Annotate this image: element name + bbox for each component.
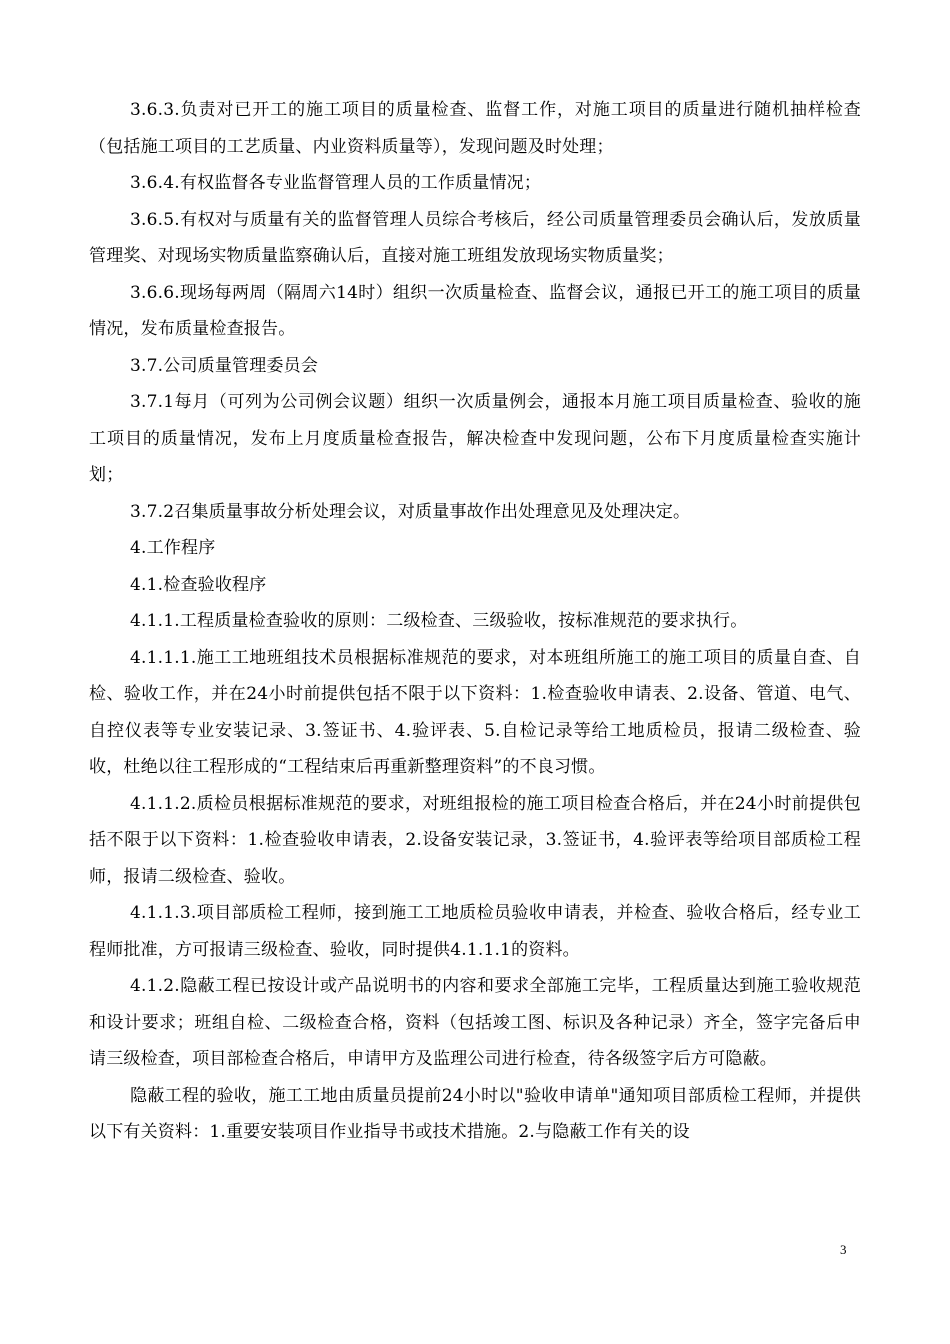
paragraph-4-1-1-2: 4.1.1.2.质检员根据标准规范的要求，对班组报检的施工项目检查合格后，并在24小时前提供包括不限于以下资料：1.检查验收申请表，2.设备安装记录，3.签证书，4.验评表等给项目部质检工程师，报请二级检查、验收。 (89, 793, 861, 887)
paragraph-hidden-works-acceptance: 隐蔽工程的验收，施工工地由质量员提前24小时以"验收申请单"通知项目部质检工程师，并提供以下有关资料：1.重要安装项目作业指导书或技术措施。2.与隐蔽工作有关的设 (89, 1085, 861, 1142)
paragraph-4-1-1-3: 4.1.1.3.项目部质检工程师，接到施工工地质检员验收申请表，并检查、验收合格后，经专业工程师批准，方可报请三级检查、验收，同时提供4.1.1.1的资料。 (89, 903, 861, 960)
paragraph-3-6-4: 3.6.4.有权监督各专业监督管理人员的工作质量情况； (130, 173, 542, 193)
paragraph-3-7-2: 3.7.2召集质量事故分析处理会议，对质量事故作出处理意见及处理决定。 (130, 501, 691, 522)
paragraph-3-6-5: 3.6.5.有权对与质量有关的监督管理人员综合考核后，经公司质量管理委员会确认后，发放质量管理奖、对现场实物质量监察确认后，直接对施工班组发放现场实物质量奖； (89, 209, 861, 266)
paragraph-3-7-1: 3.7.1每月（可列为公司例会议题）组织一次质量例会，通报本月施工项目质量检查、验收的施工项目的质量情况，发布上月度质量检查报告，解决检查中发现问题，公布下月度质量检查实施计划； (89, 392, 861, 485)
page-number: 3 (840, 1242, 847, 1257)
paragraph-3-6-6: 3.6.6.现场每两周（隔周六14时）组织一次质量检查、监督会议，通报已开工的施工项目的质量情况，发布质量检查报告。 (89, 282, 861, 339)
heading-4-1: 4.1.检查验收程序 (130, 574, 267, 595)
heading-4: 4.工作程序 (130, 538, 216, 558)
heading-3-7: 3.7.公司质量管理委员会 (130, 355, 319, 376)
paragraph-4-1-2: 4.1.2.隐蔽工程已按设计或产品说明书的内容和要求全部施工完毕，工程质量达到施工验收规范和设计要求；班组自检、二级检查合格，资料（包括竣工图、标识及各种记录）齐全，签字完备后申请三级检查，项目部检查合格后，申请甲方及监理公司进行检查，待各级签字后方可隐蔽。 (89, 976, 861, 1069)
paragraph-4-1-1: 4.1.1.工程质量检查验收的原则：二级检查、三级验收，按标准规范的要求执行。 (130, 611, 748, 631)
paragraph-4-1-1-1: 4.1.1.1.施工工地班组技术员根据标准规范的要求，对本班组所施工的施工项目的质量自查、自检、验收工作，并在24小时前提供包括不限于以下资料：1.检查验收申请表、2.设备、管道、电气、自控仪表等专业安装记录、3.签证书、4.验评表、5.自检记录等给工地质检员，报请二级检查、验收，杜绝以往工程形成的“工程结束后再重新整理资料”的不良习惯。 (89, 647, 861, 777)
paragraph-3-6-3: 3.6.3.负责对已开工的施工项目的质量检查、监督工作，对施工项目的质量进行随机抽样检查（包括施工项目的工艺质量、内业资料质量等），发现问题及时处理； (89, 100, 861, 157)
document-body (89, 92, 861, 1151)
